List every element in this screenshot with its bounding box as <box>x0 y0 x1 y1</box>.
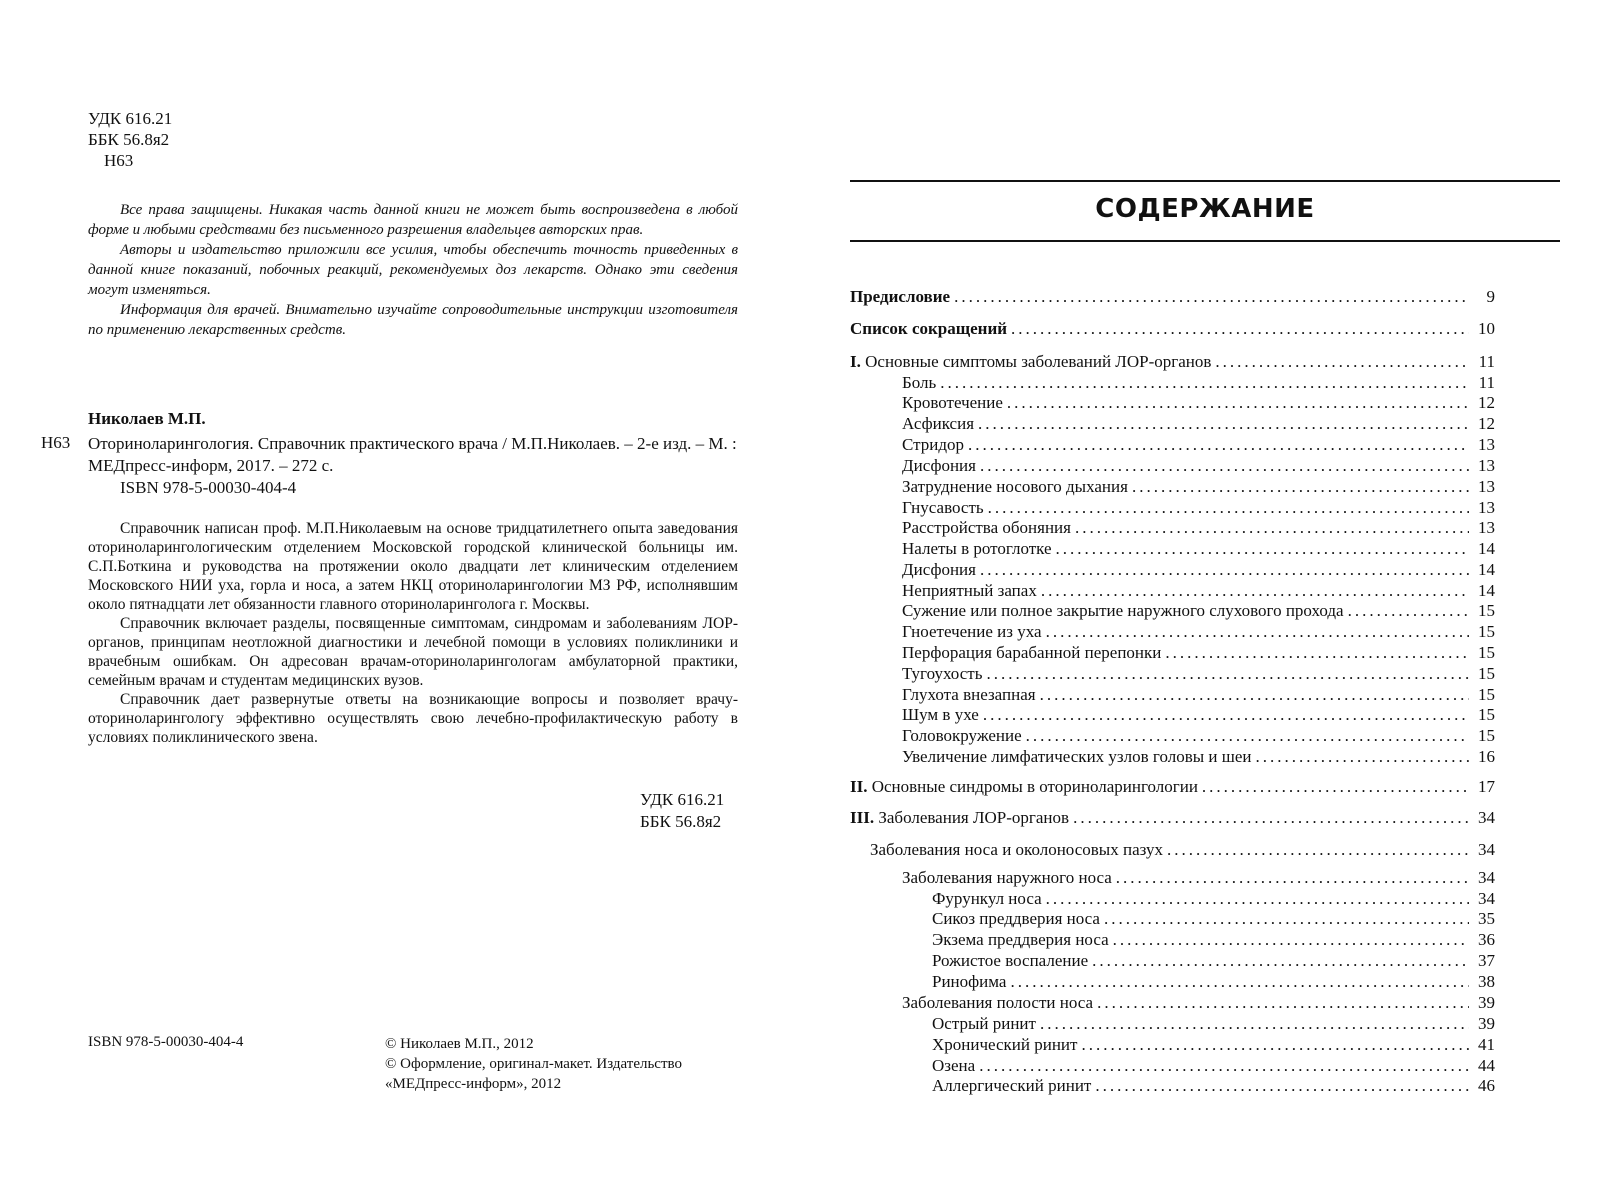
toc-entry-text: Дисфония <box>902 456 976 475</box>
toc-entry-text: Головокружение <box>902 726 1022 745</box>
toc-entry <box>902 539 1495 561</box>
classification-codes-top <box>88 108 172 171</box>
toc-page-number: 17 <box>1478 777 1495 796</box>
toc-entry <box>932 909 1495 931</box>
toc-entry <box>850 352 1495 374</box>
toc-page-number: 37 <box>1478 951 1495 970</box>
toc-entry-label <box>902 643 1161 663</box>
toc-entry-text: Фурункул носа <box>932 889 1042 908</box>
toc-entry-text: Увеличение лимфатических узлов головы и шеи <box>902 747 1252 766</box>
toc-entry-text: Шум в ухе <box>902 705 979 724</box>
abstract-paragraph: Справочник дает развернутые ответы на возникающие вопросы и позволяет врачу-оториноларингологу эффективно осуществлять свою лечебно-профилактическую работу в условиях поликлинического звена. <box>88 691 738 746</box>
toc-entry-text: Неприятный запах <box>902 581 1037 600</box>
toc-leader-dots <box>1097 993 1469 1013</box>
bbk-code: ББК 56.8я2 <box>640 812 722 831</box>
toc-entry <box>902 601 1495 623</box>
rights-paragraph: Авторы и издательство приложили все усилия, чтобы обеспечить точность приведенных в данной книге показаний, побочных реакций, рекомендуемых доз лекарств. Однако эти сведения могут изменяться. <box>88 242 738 298</box>
catalog-code: Н63 <box>41 433 71 452</box>
toc-entry-text: Стридор <box>902 435 964 454</box>
toc-entry-label <box>932 909 1100 929</box>
toc-entry <box>850 777 1495 799</box>
bibliographic-record <box>88 433 738 499</box>
abstract-paragraph: Справочник написан проф. М.П.Николаевым на основе тридцатилетнего опыта заведования оториноларингологическим отделением Московской городской клинической больницы им. С.П.Боткина и руководства на протяжении около двадцати лет клиническим отделением Московского НИИ уха, горла и носа, а затем НКЦ оториноларингологии МЗ РФ, исполнявшим около пятнадцати лет обязанности главного оториноларинголога г. Москвы. <box>88 520 738 613</box>
toc-entry-text: Боль <box>902 373 937 392</box>
toc-page-number: 36 <box>1478 930 1495 949</box>
toc-entry <box>902 993 1495 1015</box>
copyright-author: © Николаев М.П., 2012 <box>385 1036 534 1052</box>
toc-entry <box>902 664 1495 686</box>
toc-entry-label <box>850 319 1007 339</box>
toc-entry-text: Гноетечение из уха <box>902 622 1042 641</box>
toc-page-number: 39 <box>1478 1014 1495 1033</box>
toc-entry-text: Заболевания носа и околоносовых пазух <box>870 840 1163 859</box>
toc-entry-label <box>870 840 1163 860</box>
toc-entry-text: Рожистое воспаление <box>932 951 1089 970</box>
toc-entry <box>902 868 1495 890</box>
toc-entry <box>932 1014 1495 1036</box>
toc-entry <box>902 685 1495 707</box>
toc-page-number: 14 <box>1478 581 1495 600</box>
toc-page-number: 35 <box>1478 909 1495 928</box>
toc-entry-text: Заболевания ЛОР-органов <box>878 808 1070 827</box>
author-name: Николаев М.П. <box>88 409 206 428</box>
toc-entry-label <box>932 1014 1036 1034</box>
toc-page-number: 15 <box>1478 664 1495 683</box>
toc-page-number: 34 <box>1478 840 1495 859</box>
toc-entry-label <box>902 601 1344 621</box>
toc-page-number: 13 <box>1478 435 1495 454</box>
toc-entry-label <box>850 777 1198 797</box>
toc-entry-label <box>902 498 984 518</box>
bibliographic-line: Оториноларингология. Справочник практического врача / М.П.Николаев. – 2-е изд. – М. : МЕДпресс-информ, 2017. – 272 с. <box>88 434 737 475</box>
toc-entry <box>932 889 1495 911</box>
toc-entry <box>902 393 1495 415</box>
toc-leader-dots <box>1092 951 1469 971</box>
toc-page-number: 12 <box>1478 414 1495 433</box>
toc-page-number: 38 <box>1478 972 1495 991</box>
toc-leader-dots <box>979 1056 1469 1076</box>
toc-page-number: 16 <box>1478 747 1495 766</box>
udk-code: УДК 616.21 <box>640 790 725 809</box>
toc-entry-text: Гнусавость <box>902 498 984 517</box>
toc-entry-text: Сикоз преддверия носа <box>932 909 1100 928</box>
toc-page-number: 10 <box>1478 319 1495 338</box>
toc-entry-label <box>932 1035 1077 1055</box>
toc-page-number: 15 <box>1478 601 1495 620</box>
toc-entry <box>850 808 1495 830</box>
title-rule-bottom <box>850 240 1560 242</box>
classification-codes-bottom <box>640 789 724 833</box>
toc-leader-dots <box>1010 972 1469 992</box>
toc-entry-label <box>902 726 1022 746</box>
toc-page-number: 39 <box>1478 993 1495 1012</box>
toc-entry <box>902 581 1495 603</box>
toc-entry-label <box>932 1056 975 1076</box>
toc-entry-text: Предисловие <box>850 287 951 306</box>
toc-leader-dots <box>1348 601 1469 621</box>
toc-entry-label <box>850 808 1069 828</box>
toc-entry <box>902 477 1495 499</box>
toc-entry <box>850 319 1495 341</box>
toc-page-number: 13 <box>1478 518 1495 537</box>
right-page <box>790 0 1600 1199</box>
toc-entry-text: Налеты в ротоглотке <box>902 539 1052 558</box>
toc-entry-label <box>902 868 1112 888</box>
toc-leader-dots <box>1056 539 1469 559</box>
rights-paragraph: Информация для врачей. Внимательно изучайте сопроводительные инструкции изготовителя по применению лекарственных средств. <box>88 302 738 338</box>
toc-entry-label <box>902 518 1071 538</box>
toc-leader-dots <box>1075 518 1469 538</box>
toc-entry <box>902 414 1495 436</box>
toc-entry <box>902 373 1495 395</box>
toc-entry-label <box>932 1076 1091 1096</box>
toc-entry-label <box>902 581 1037 601</box>
toc-entry-label <box>902 456 976 476</box>
isbn-bottom: ISBN 978-5-00030-404-4 <box>88 1034 244 1050</box>
toc-entry <box>902 518 1495 540</box>
toc-entry-text: Расстройства обоняния <box>902 518 1071 537</box>
toc-entry-text: Основные симптомы заболеваний ЛОР-органов <box>865 352 1212 371</box>
toc-entry <box>870 840 1495 862</box>
toc-page-number: 44 <box>1478 1056 1495 1075</box>
copyright-lines <box>385 1034 725 1094</box>
toc-entry-label <box>902 477 1128 497</box>
toc-leader-dots <box>1202 777 1469 797</box>
toc-entry <box>902 456 1495 478</box>
toc-entry-label <box>902 435 964 455</box>
toc-entry-label <box>902 685 1036 705</box>
toc-entry-label <box>902 705 979 725</box>
toc-page-number: 12 <box>1478 393 1495 412</box>
abstract-paragraph: Справочник включает разделы, посвященные симптомам, синдромам и заболеваниям ЛОР-органов, принципам неотложной диагностики и лечебной помощи в условиях поликлиники и врачебным ошибкам. Он адресован врачам-оториноларингологам амбулаторной практики, семейным врачам и студентам медицинских вузов. <box>88 615 738 689</box>
toc-page-number: 15 <box>1478 726 1495 745</box>
toc-entry-label <box>850 352 1211 372</box>
toc-entry <box>902 705 1495 727</box>
toc-entry <box>902 622 1495 644</box>
toc-entry-label <box>902 414 974 434</box>
toc-entry-label <box>902 993 1093 1013</box>
toc-leader-dots <box>1011 319 1469 339</box>
toc-entry-text: Заболевания наружного носа <box>902 868 1112 887</box>
toc-entry <box>932 1035 1495 1057</box>
toc-leader-dots <box>1095 1076 1469 1096</box>
toc-page-number: 15 <box>1478 643 1495 662</box>
toc-leader-dots <box>1132 477 1469 497</box>
toc-entry-text: Заболевания полости носа <box>902 993 1094 1012</box>
toc-entry-text: Асфиксия <box>902 414 975 433</box>
toc-section-number: III. <box>850 808 875 827</box>
toc-page-number: 15 <box>1478 705 1495 724</box>
toc-leader-dots <box>1255 747 1469 767</box>
rights-paragraph: Все права защищены. Никакая часть данной книги не может быть воспроизведена в любой форме и любыми средствами без письменного разрешения владельцев авторских прав. <box>88 202 738 238</box>
toc-leader-dots <box>980 560 1469 580</box>
toc-entry-label <box>902 560 976 580</box>
toc-entry-text: Острый ринит <box>932 1014 1036 1033</box>
toc-entry <box>902 435 1495 457</box>
toc-section-number: I. <box>850 352 861 371</box>
toc-leader-dots <box>1040 685 1469 705</box>
toc-entry-text: Кровотечение <box>902 393 1003 412</box>
toc-entry <box>902 498 1495 520</box>
toc-page-number: 14 <box>1478 539 1495 558</box>
toc-page-number: 13 <box>1478 498 1495 517</box>
copyright-publisher: © Оформление, оригинал-макет. Издательство «МЕДпресс-информ», 2012 <box>385 1056 682 1092</box>
toc-entry <box>932 972 1495 994</box>
toc-entry-text: Экзема преддверия носа <box>932 930 1109 949</box>
toc-entry <box>850 287 1495 309</box>
toc-page-number: 15 <box>1478 685 1495 704</box>
left-page <box>0 0 790 1199</box>
toc-entry <box>932 1056 1495 1078</box>
toc-page-number: 46 <box>1478 1076 1495 1095</box>
toc-entry-label <box>902 373 936 393</box>
toc-leader-dots <box>940 373 1469 393</box>
toc-leader-dots <box>1040 1014 1469 1034</box>
toc-page-number: 41 <box>1478 1035 1495 1054</box>
udk-code: УДК 616.21 <box>88 109 173 128</box>
toc-leader-dots <box>1167 840 1469 860</box>
toc-leader-dots <box>1007 393 1469 413</box>
toc-entry-text: Хронический ринит <box>932 1035 1078 1054</box>
toc-entry-text: Тугоухость <box>902 664 983 683</box>
toc-leader-dots <box>1104 909 1469 929</box>
toc-entry-text: Озена <box>932 1056 976 1075</box>
toc-entry <box>902 560 1495 582</box>
toc-entry <box>902 643 1495 665</box>
toc-entry-text: Аллергический ринит <box>932 1076 1092 1095</box>
toc-entry-label <box>850 287 950 307</box>
abstract <box>88 519 738 747</box>
toc-entry-label <box>932 889 1042 909</box>
toc-entry-label <box>902 622 1042 642</box>
copyright-notice <box>88 200 738 340</box>
toc-page-number: 34 <box>1478 889 1495 908</box>
toc-leader-dots <box>980 456 1469 476</box>
toc-page-number: 34 <box>1478 808 1495 827</box>
toc-entry-text: Сужение или полное закрытие наружного слухового прохода <box>902 601 1344 620</box>
toc-title: СОДЕРЖАНИЕ <box>1095 194 1315 224</box>
toc-entry <box>932 1076 1495 1098</box>
toc-leader-dots <box>968 435 1469 455</box>
toc-page-number: 14 <box>1478 560 1495 579</box>
toc-leader-dots <box>986 664 1469 684</box>
toc-section-number: II. <box>850 777 868 796</box>
toc-leader-dots <box>1026 726 1469 746</box>
toc-page-number: 11 <box>1478 352 1495 371</box>
toc-entry-text: Затруднение носового дыхания <box>902 477 1128 496</box>
toc-entry-label <box>902 664 982 684</box>
toc-leader-dots <box>1046 889 1469 909</box>
toc-leader-dots <box>1113 930 1469 950</box>
toc-page-number: 13 <box>1478 456 1495 475</box>
toc-leader-dots <box>988 498 1469 518</box>
title-rule-top <box>850 180 1560 182</box>
toc-page-number: 11 <box>1478 373 1495 392</box>
toc-entry-label <box>902 747 1251 767</box>
toc-leader-dots <box>1046 622 1469 642</box>
toc-leader-dots <box>1116 868 1469 888</box>
toc-entry-text: Список сокращений <box>850 319 1008 338</box>
toc-leader-dots <box>1041 581 1469 601</box>
isbn: ISBN 978-5-00030-404-4 <box>120 478 297 497</box>
toc-leader-dots <box>1073 808 1469 828</box>
toc-entry-text: Дисфония <box>902 560 976 579</box>
toc-entry <box>902 747 1495 769</box>
toc-entry <box>932 930 1495 952</box>
toc-entry-label <box>902 393 1003 413</box>
toc-leader-dots <box>1165 643 1469 663</box>
toc-entry-text: Основные синдромы в оториноларингологии <box>871 777 1198 796</box>
bbk-code: ББК 56.8я2 <box>88 130 170 149</box>
toc-leader-dots <box>1081 1035 1469 1055</box>
toc-page-number: 34 <box>1478 868 1495 887</box>
toc-entry-label <box>932 930 1109 950</box>
toc-entry-text: Глухота внезапная <box>902 685 1036 704</box>
toc-entry-label <box>902 539 1052 559</box>
toc-leader-dots <box>983 705 1469 725</box>
toc-entry <box>902 726 1495 748</box>
toc-entry-text: Перфорация барабанной перепонки <box>902 643 1162 662</box>
toc-leader-dots <box>978 414 1469 434</box>
toc-page-number: 15 <box>1478 622 1495 641</box>
toc-page-number: 13 <box>1478 477 1495 496</box>
toc-entry <box>932 951 1495 973</box>
toc-entry-text: Ринофима <box>932 972 1007 991</box>
toc-entry-label <box>932 951 1088 971</box>
author-mark: Н63 <box>104 151 134 170</box>
toc-entry-label <box>932 972 1006 992</box>
toc-leader-dots <box>1215 352 1469 372</box>
toc-leader-dots <box>954 287 1469 307</box>
toc-page-number: 9 <box>1486 287 1495 306</box>
